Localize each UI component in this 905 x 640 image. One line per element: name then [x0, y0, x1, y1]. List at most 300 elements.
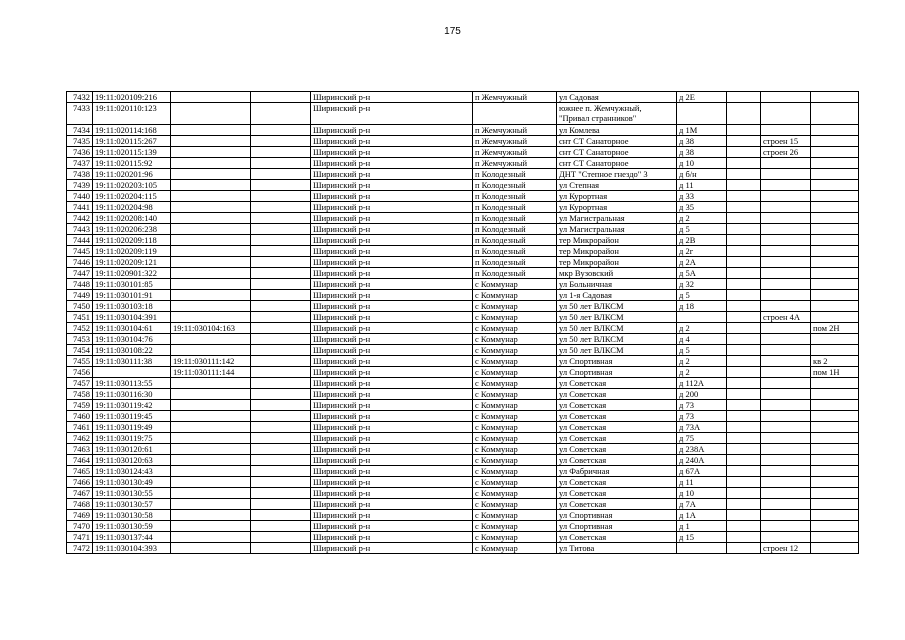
empty-column-cell: [251, 345, 311, 356]
linked-cadastral-number-cell: 19:11:030104:163: [171, 323, 251, 334]
settlement-cell: с Коммунар: [473, 290, 557, 301]
empty-column-cell: [251, 389, 311, 400]
linked-cadastral-number-cell: [171, 521, 251, 532]
empty-column-cell: [251, 411, 311, 422]
cadastral-number-cell: 19:11:020206:238: [93, 224, 171, 235]
premises-cell: [811, 290, 859, 301]
empty-column-cell: [251, 103, 311, 125]
empty-column-cell: [251, 180, 311, 191]
empty-column-cell: [251, 323, 311, 334]
premises-cell: [811, 477, 859, 488]
table-row: [67, 323, 859, 334]
building-cell: [727, 136, 761, 147]
linked-cadastral-number-cell: [171, 147, 251, 158]
structure-cell: [761, 477, 811, 488]
premises-cell: [811, 488, 859, 499]
premises-cell: [811, 345, 859, 356]
row-number-cell: 7445: [67, 246, 93, 257]
linked-cadastral-number-cell: [171, 180, 251, 191]
row-number-cell: 7453: [67, 334, 93, 345]
row-number-cell: 7456: [67, 367, 93, 378]
cadastral-number-cell: 19:11:030119:45: [93, 411, 171, 422]
cadastral-number-cell: 19:11:030103:18: [93, 301, 171, 312]
house-cell: д 73А: [677, 422, 727, 433]
street-cell: ул Советская: [557, 378, 677, 389]
building-cell: [727, 389, 761, 400]
house-cell: д 2: [677, 323, 727, 334]
district-cell: Ширинский р-н: [311, 499, 473, 510]
premises-cell: [811, 103, 859, 125]
cadastral-number-cell: 19:11:020114:168: [93, 125, 171, 136]
linked-cadastral-number-cell: [171, 312, 251, 323]
district-cell: Ширинский р-н: [311, 92, 473, 103]
empty-column-cell: [251, 136, 311, 147]
district-cell: Ширинский р-н: [311, 356, 473, 367]
street-cell: ул Курортная: [557, 191, 677, 202]
house-cell: д 10: [677, 488, 727, 499]
settlement-cell: п Колодезный: [473, 191, 557, 202]
structure-cell: [761, 444, 811, 455]
district-cell: Ширинский р-н: [311, 158, 473, 169]
table-row: [67, 92, 859, 103]
empty-column-cell: [251, 257, 311, 268]
empty-column-cell: [251, 279, 311, 290]
street-cell: ул Больничная: [557, 279, 677, 290]
street-cell: ул Советская: [557, 499, 677, 510]
table-row: [67, 378, 859, 389]
street-cell: ул Титова: [557, 543, 677, 554]
settlement-cell: с Коммунар: [473, 433, 557, 444]
street-cell: ул Магистральная: [557, 224, 677, 235]
structure-cell: [761, 191, 811, 202]
row-number-cell: 7443: [67, 224, 93, 235]
settlement-cell: п Жемчужный: [473, 136, 557, 147]
house-cell: д 2: [677, 367, 727, 378]
row-number-cell: 7451: [67, 312, 93, 323]
row-number-cell: 7471: [67, 532, 93, 543]
cadastral-number-cell: 19:11:030130:49: [93, 477, 171, 488]
settlement-cell: с Коммунар: [473, 356, 557, 367]
row-number-cell: 7440: [67, 191, 93, 202]
row-number-cell: 7436: [67, 147, 93, 158]
district-cell: Ширинский р-н: [311, 488, 473, 499]
street-cell: ул Степная: [557, 180, 677, 191]
row-number-cell: 7454: [67, 345, 93, 356]
cadastral-number-cell: 19:11:020204:98: [93, 202, 171, 213]
row-number-cell: 7447: [67, 268, 93, 279]
settlement-cell: с Коммунар: [473, 279, 557, 290]
linked-cadastral-number-cell: [171, 444, 251, 455]
empty-column-cell: [251, 356, 311, 367]
row-number-cell: 7444: [67, 235, 93, 246]
house-cell: д 38: [677, 136, 727, 147]
row-number-cell: 7437: [67, 158, 93, 169]
settlement-cell: п Колодезный: [473, 180, 557, 191]
row-number-cell: 7465: [67, 466, 93, 477]
empty-column-cell: [251, 477, 311, 488]
street-cell: ул Советская: [557, 532, 677, 543]
empty-column-cell: [251, 444, 311, 455]
house-cell: д 33: [677, 191, 727, 202]
building-cell: [727, 290, 761, 301]
house-cell: [677, 103, 727, 125]
premises-cell: [811, 411, 859, 422]
empty-column-cell: [251, 367, 311, 378]
street-cell: ул Спортивная: [557, 356, 677, 367]
row-number-cell: 7455: [67, 356, 93, 367]
structure-cell: [761, 202, 811, 213]
building-cell: [727, 224, 761, 235]
settlement-cell: с Коммунар: [473, 301, 557, 312]
building-cell: [727, 521, 761, 532]
building-cell: [727, 378, 761, 389]
registry-body: [67, 92, 859, 554]
table-row: [67, 345, 859, 356]
district-cell: Ширинский р-н: [311, 455, 473, 466]
district-cell: Ширинский р-н: [311, 411, 473, 422]
linked-cadastral-number-cell: [171, 389, 251, 400]
house-cell: д 112А: [677, 378, 727, 389]
premises-cell: [811, 235, 859, 246]
house-cell: д 18: [677, 301, 727, 312]
cadastral-number-cell: 19:11:030130:59: [93, 521, 171, 532]
cadastral-number-cell: 19:11:020115:92: [93, 158, 171, 169]
structure-cell: [761, 510, 811, 521]
empty-column-cell: [251, 224, 311, 235]
linked-cadastral-number-cell: 19:11:030111:142: [171, 356, 251, 367]
premises-cell: [811, 378, 859, 389]
premises-cell: [811, 389, 859, 400]
row-number-cell: 7446: [67, 257, 93, 268]
cadastral-number-cell: 19:11:030119:42: [93, 400, 171, 411]
house-cell: д 5: [677, 345, 727, 356]
structure-cell: [761, 180, 811, 191]
cadastral-number-cell: 19:11:030120:61: [93, 444, 171, 455]
structure-cell: [761, 378, 811, 389]
street-cell: мкр Вузовский: [557, 268, 677, 279]
linked-cadastral-number-cell: [171, 125, 251, 136]
district-cell: Ширинский р-н: [311, 378, 473, 389]
district-cell: Ширинский р-н: [311, 312, 473, 323]
table-row: [67, 400, 859, 411]
structure-cell: [761, 367, 811, 378]
empty-column-cell: [251, 158, 311, 169]
settlement-cell: п Жемчужный: [473, 92, 557, 103]
linked-cadastral-number-cell: [171, 301, 251, 312]
table-row: [67, 543, 859, 554]
cadastral-number-cell: 19:11:030101:85: [93, 279, 171, 290]
house-cell: д 238А: [677, 444, 727, 455]
premises-cell: [811, 213, 859, 224]
cadastral-number-cell: 19:11:030111:38: [93, 356, 171, 367]
street-cell: ул Советская: [557, 433, 677, 444]
table-row: [67, 488, 859, 499]
row-number-cell: 7470: [67, 521, 93, 532]
premises-cell: [811, 147, 859, 158]
row-number-cell: 7472: [67, 543, 93, 554]
district-cell: Ширинский р-н: [311, 521, 473, 532]
street-cell: ул Магистральная: [557, 213, 677, 224]
structure-cell: строен 26: [761, 147, 811, 158]
district-cell: Ширинский р-н: [311, 345, 473, 356]
house-cell: д 2г: [677, 246, 727, 257]
premises-cell: пом 2Н: [811, 323, 859, 334]
table-row: [67, 312, 859, 323]
building-cell: [727, 268, 761, 279]
district-cell: Ширинский р-н: [311, 213, 473, 224]
structure-cell: [761, 169, 811, 180]
table-row: [67, 301, 859, 312]
premises-cell: [811, 224, 859, 235]
empty-column-cell: [251, 169, 311, 180]
table-row: [67, 136, 859, 147]
row-number-cell: 7434: [67, 125, 93, 136]
premises-cell: [811, 466, 859, 477]
settlement-cell: с Коммунар: [473, 488, 557, 499]
cadastral-number-cell: 19:11:030130:58: [93, 510, 171, 521]
structure-cell: [761, 389, 811, 400]
building-cell: [727, 400, 761, 411]
premises-cell: [811, 301, 859, 312]
premises-cell: [811, 125, 859, 136]
settlement-cell: с Коммунар: [473, 510, 557, 521]
structure-cell: [761, 356, 811, 367]
settlement-cell: с Коммунар: [473, 389, 557, 400]
linked-cadastral-number-cell: [171, 290, 251, 301]
table-row: [67, 125, 859, 136]
cadastral-number-cell: 19:11:020109:216: [93, 92, 171, 103]
settlement-cell: с Коммунар: [473, 345, 557, 356]
district-cell: Ширинский р-н: [311, 279, 473, 290]
empty-column-cell: [251, 543, 311, 554]
linked-cadastral-number-cell: [171, 334, 251, 345]
premises-cell: [811, 257, 859, 268]
cadastral-number-cell: [93, 367, 171, 378]
cadastral-number-cell: 19:11:030124:43: [93, 466, 171, 477]
linked-cadastral-number-cell: [171, 411, 251, 422]
settlement-cell: п Колодезный: [473, 257, 557, 268]
house-cell: д 67А: [677, 466, 727, 477]
settlement-cell: с Коммунар: [473, 532, 557, 543]
table-row: [67, 411, 859, 422]
premises-cell: [811, 433, 859, 444]
district-cell: Ширинский р-н: [311, 433, 473, 444]
building-cell: [727, 312, 761, 323]
settlement-cell: с Коммунар: [473, 444, 557, 455]
cadastral-number-cell: 19:11:030116:30: [93, 389, 171, 400]
cadastral-number-cell: 19:11:030104:393: [93, 543, 171, 554]
district-cell: Ширинский р-н: [311, 268, 473, 279]
premises-cell: [811, 268, 859, 279]
empty-column-cell: [251, 290, 311, 301]
settlement-cell: с Коммунар: [473, 411, 557, 422]
building-cell: [727, 191, 761, 202]
house-cell: д 2: [677, 356, 727, 367]
cadastral-number-cell: 19:11:020203:105: [93, 180, 171, 191]
structure-cell: [761, 279, 811, 290]
house-cell: д 11: [677, 180, 727, 191]
empty-column-cell: [251, 246, 311, 257]
linked-cadastral-number-cell: [171, 433, 251, 444]
structure-cell: [761, 334, 811, 345]
building-cell: [727, 466, 761, 477]
premises-cell: [811, 279, 859, 290]
linked-cadastral-number-cell: [171, 488, 251, 499]
building-cell: [727, 433, 761, 444]
premises-cell: [811, 202, 859, 213]
table-row: [67, 444, 859, 455]
street-cell: снт СТ Санаторное: [557, 158, 677, 169]
linked-cadastral-number-cell: [171, 455, 251, 466]
district-cell: Ширинский р-н: [311, 334, 473, 345]
row-number-cell: 7441: [67, 202, 93, 213]
premises-cell: [811, 444, 859, 455]
row-number-cell: 7433: [67, 103, 93, 125]
house-cell: д 1А: [677, 510, 727, 521]
building-cell: [727, 345, 761, 356]
district-cell: Ширинский р-н: [311, 224, 473, 235]
empty-column-cell: [251, 334, 311, 345]
row-number-cell: 7458: [67, 389, 93, 400]
row-number-cell: 7461: [67, 422, 93, 433]
cadastral-number-cell: 19:11:030119:49: [93, 422, 171, 433]
linked-cadastral-number-cell: [171, 499, 251, 510]
street-cell: тер Микрорайон: [557, 246, 677, 257]
premises-cell: [811, 312, 859, 323]
building-cell: [727, 235, 761, 246]
structure-cell: [761, 400, 811, 411]
district-cell: Ширинский р-н: [311, 400, 473, 411]
settlement-cell: п Колодезный: [473, 224, 557, 235]
building-cell: [727, 444, 761, 455]
row-number-cell: 7467: [67, 488, 93, 499]
premises-cell: [811, 169, 859, 180]
table-row: [67, 191, 859, 202]
table-row: [67, 158, 859, 169]
district-cell: Ширинский р-н: [311, 389, 473, 400]
cadastral-number-cell: 19:11:020209:118: [93, 235, 171, 246]
empty-column-cell: [251, 466, 311, 477]
settlement-cell: п Колодезный: [473, 213, 557, 224]
settlement-cell: с Коммунар: [473, 477, 557, 488]
settlement-cell: с Коммунар: [473, 378, 557, 389]
settlement-cell: п Колодезный: [473, 202, 557, 213]
empty-column-cell: [251, 499, 311, 510]
table-row: [67, 356, 859, 367]
settlement-cell: п Жемчужный: [473, 158, 557, 169]
structure-cell: [761, 521, 811, 532]
table-row: [67, 455, 859, 466]
street-cell: ул Советская: [557, 422, 677, 433]
district-cell: Ширинский р-н: [311, 532, 473, 543]
building-cell: [727, 532, 761, 543]
house-cell: [677, 312, 727, 323]
building-cell: [727, 279, 761, 290]
premises-cell: [811, 180, 859, 191]
building-cell: [727, 103, 761, 125]
house-cell: д 5: [677, 290, 727, 301]
empty-column-cell: [251, 312, 311, 323]
street-cell: ул Советская: [557, 411, 677, 422]
linked-cadastral-number-cell: [171, 158, 251, 169]
settlement-cell: п Жемчужный: [473, 147, 557, 158]
linked-cadastral-number-cell: 19:11:030111:144: [171, 367, 251, 378]
row-number-cell: 7466: [67, 477, 93, 488]
linked-cadastral-number-cell: [171, 345, 251, 356]
building-cell: [727, 92, 761, 103]
house-cell: д 75: [677, 433, 727, 444]
property-registry-table: [66, 91, 859, 554]
row-number-cell: 7459: [67, 400, 93, 411]
street-cell: ул 1-я Садовая: [557, 290, 677, 301]
linked-cadastral-number-cell: [171, 224, 251, 235]
house-cell: д б/н: [677, 169, 727, 180]
structure-cell: [761, 235, 811, 246]
building-cell: [727, 246, 761, 257]
street-cell: ул Советская: [557, 477, 677, 488]
building-cell: [727, 455, 761, 466]
house-cell: д 7А: [677, 499, 727, 510]
district-cell: Ширинский р-н: [311, 147, 473, 158]
table-row: [67, 510, 859, 521]
row-number-cell: 7439: [67, 180, 93, 191]
house-cell: д 73: [677, 411, 727, 422]
building-cell: [727, 213, 761, 224]
settlement-cell: с Коммунар: [473, 334, 557, 345]
empty-column-cell: [251, 191, 311, 202]
building-cell: [727, 411, 761, 422]
premises-cell: [811, 532, 859, 543]
building-cell: [727, 422, 761, 433]
table-row: [67, 279, 859, 290]
settlement-cell: с Коммунар: [473, 312, 557, 323]
row-number-cell: 7435: [67, 136, 93, 147]
row-number-cell: 7469: [67, 510, 93, 521]
cadastral-number-cell: 19:11:020209:121: [93, 257, 171, 268]
house-cell: д 15: [677, 532, 727, 543]
linked-cadastral-number-cell: [171, 268, 251, 279]
structure-cell: [761, 301, 811, 312]
street-cell: ул Советская: [557, 488, 677, 499]
house-cell: д 4: [677, 334, 727, 345]
structure-cell: [761, 532, 811, 543]
settlement-cell: п Колодезный: [473, 235, 557, 246]
table-row: [67, 499, 859, 510]
linked-cadastral-number-cell: [171, 466, 251, 477]
premises-cell: [811, 92, 859, 103]
house-cell: д 32: [677, 279, 727, 290]
cadastral-number-cell: 19:11:030130:57: [93, 499, 171, 510]
building-cell: [727, 257, 761, 268]
premises-cell: пом 1Н: [811, 367, 859, 378]
structure-cell: [761, 290, 811, 301]
house-cell: д 35: [677, 202, 727, 213]
settlement-cell: п Колодезный: [473, 246, 557, 257]
settlement-cell: с Коммунар: [473, 400, 557, 411]
building-cell: [727, 488, 761, 499]
cadastral-number-cell: 19:11:020204:115: [93, 191, 171, 202]
structure-cell: [761, 92, 811, 103]
premises-cell: [811, 400, 859, 411]
empty-column-cell: [251, 92, 311, 103]
district-cell: Ширинский р-н: [311, 301, 473, 312]
table-row: [67, 422, 859, 433]
cadastral-number-cell: 19:11:020110:123: [93, 103, 171, 125]
street-cell: ул 50 лет ВЛКСМ: [557, 334, 677, 345]
street-cell: ул Садовая: [557, 92, 677, 103]
structure-cell: строен 15: [761, 136, 811, 147]
cadastral-number-cell: 19:11:030104:76: [93, 334, 171, 345]
